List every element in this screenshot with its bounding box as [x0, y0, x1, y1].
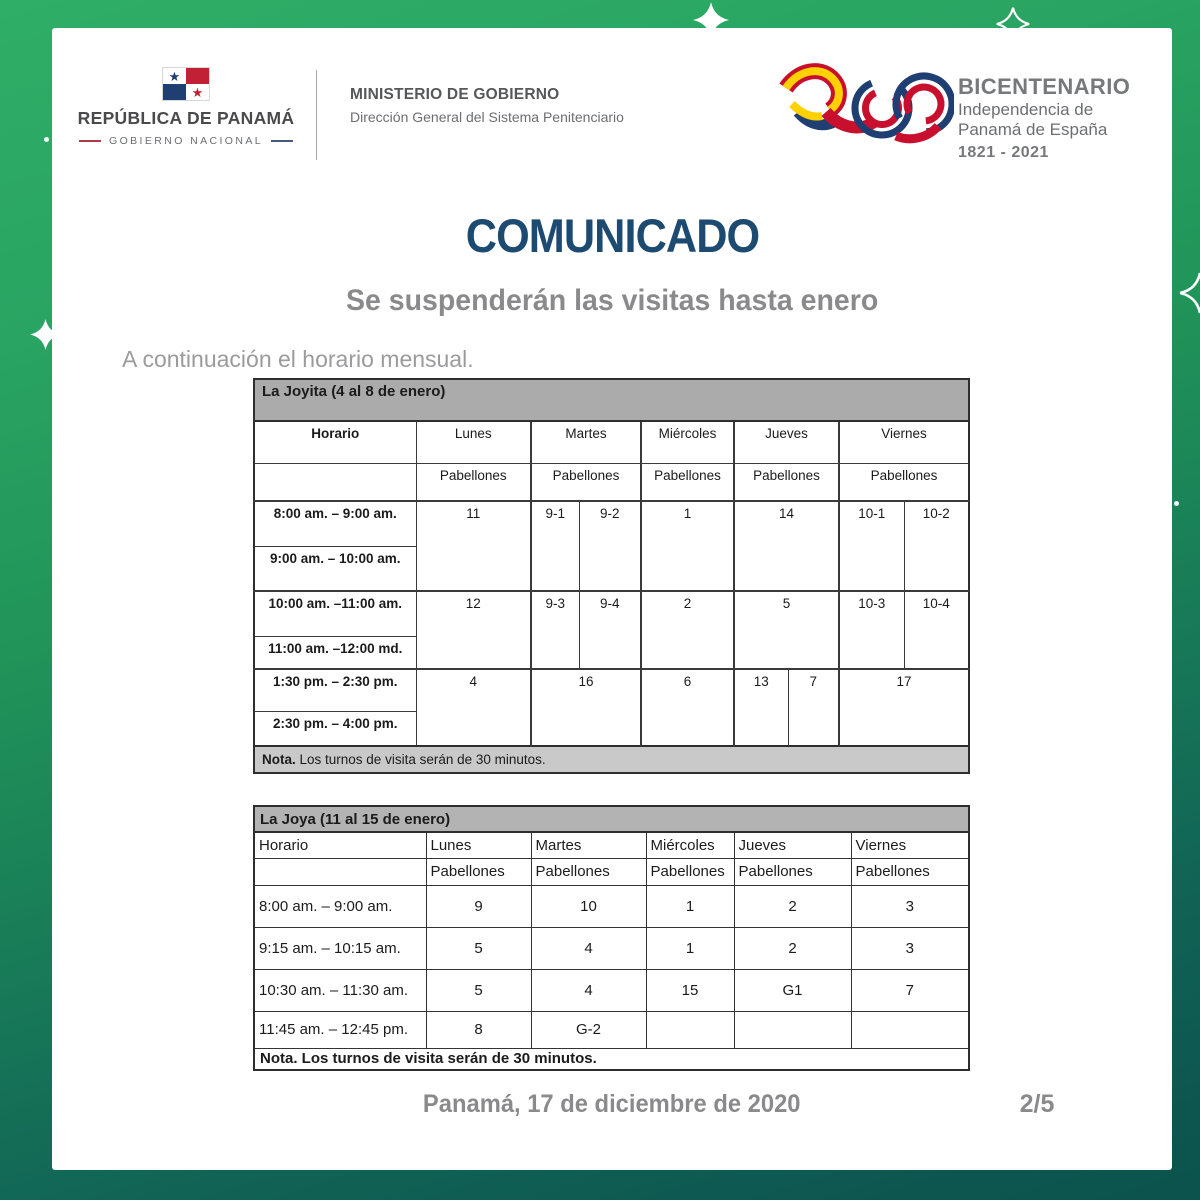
sparkle-outline-icon: [1178, 271, 1200, 315]
flag-blue-quadrant: [163, 84, 186, 100]
pabellones-header: Pabellones: [734, 463, 839, 501]
intro-text: A continuación el horario mensual.: [122, 346, 474, 372]
bicentenario-line1: Independencia de: [958, 100, 1094, 119]
day-header: Miércoles: [641, 421, 734, 463]
bicentenario-title: BICENTENARIO: [958, 74, 1131, 99]
panama-flag-icon: [163, 68, 209, 100]
table2-day-header-row: [254, 832, 969, 858]
pabellon-cell: 13: [734, 669, 788, 746]
pabellon-cell: 10-4: [904, 591, 969, 669]
day-header: Martes: [531, 421, 641, 463]
day-header: Lunes: [426, 832, 531, 858]
pabellon-cell: 14: [734, 501, 839, 591]
bicentenario-text: [958, 74, 1130, 162]
pabellon-cell: 1: [646, 927, 734, 969]
bicentenario-years: 1821 - 2021: [958, 144, 1049, 162]
table1-title: La Joyita (4 al 8 de enero): [254, 379, 969, 421]
table2-row: [254, 927, 969, 969]
horario-header: Horario: [254, 832, 426, 858]
time-slot: 11:00 am. –12:00 md.: [254, 636, 416, 669]
time-slot: 1:30 pm. – 2:30 pm.: [254, 669, 416, 711]
day-header: Lunes: [416, 421, 531, 463]
table1-slot2-row: [254, 591, 969, 636]
nota-text: Los turnos de visita serán de 30 minutos.: [299, 752, 546, 767]
header-divider: [316, 70, 317, 160]
time-slot: 11:45 am. – 12:45 pm.: [254, 1011, 426, 1048]
day-header: Martes: [531, 832, 646, 858]
time-slot: 9:00 am. – 10:00 am.: [254, 546, 416, 591]
pabellon-cell: 11: [416, 501, 531, 591]
pabellon-cell: 9-3: [531, 591, 579, 669]
day-header: Miércoles: [646, 832, 734, 858]
table2-row: [254, 1011, 969, 1048]
gobierno-nacional-line: [75, 135, 297, 147]
flag-blue-star-icon: ★: [163, 68, 186, 84]
pabellones-header: Pabellones: [641, 463, 734, 501]
table1-day-header-row: [254, 421, 969, 463]
pabellon-cell: 5: [426, 969, 531, 1011]
pabellones-header: Pabellones: [734, 858, 851, 885]
pabellon-cell: 9: [426, 885, 531, 927]
pabellon-cell: 2: [641, 591, 734, 669]
day-header: Viernes: [851, 832, 969, 858]
bicentenario-logo: [778, 56, 1158, 186]
pabellon-cell: 12: [416, 591, 531, 669]
pabellon-cell: 5: [734, 591, 839, 669]
ministerio-title: MINISTERIO DE GOBIERNO: [350, 86, 560, 103]
pabellon-cell: 7: [788, 669, 839, 746]
pabellon-cell: 9-2: [579, 501, 641, 591]
pabellon-cell: 16: [531, 669, 641, 746]
time-slot: 2:30 pm. – 4:00 pm.: [254, 711, 416, 746]
document-card: [52, 28, 1172, 1170]
pabellones-header: Pabellones: [851, 858, 969, 885]
pabellon-cell: 5: [426, 927, 531, 969]
time-slot: 8:00 am. – 9:00 am.: [254, 885, 426, 927]
pabellon-cell: 4: [531, 927, 646, 969]
time-slot: 10:00 am. –11:00 am.: [254, 591, 416, 636]
pabellon-cell: [646, 1011, 734, 1048]
page-indicator: 2/5: [1019, 1090, 1055, 1118]
time-slot: 8:00 am. – 9:00 am.: [254, 501, 416, 546]
pabellon-cell: 8: [426, 1011, 531, 1048]
pabellon-cell: 3: [851, 885, 969, 927]
table2-pabellones-row: [254, 858, 969, 885]
pabellon-cell: 10-3: [839, 591, 904, 669]
day-header: Jueves: [734, 832, 851, 858]
nota-label: Nota.: [262, 752, 296, 767]
la-joya-schedule-table: [253, 805, 970, 1071]
page-title: COMUNICADO: [465, 209, 759, 262]
flag-red-star-icon: ★: [186, 84, 209, 100]
pabellon-cell: 9-1: [531, 501, 579, 591]
pabellon-cell: 4: [416, 669, 531, 746]
dot-decoration: [1174, 501, 1179, 506]
pabellon-cell: 2: [734, 885, 851, 927]
day-header: Jueves: [734, 421, 839, 463]
pabellones-header: Pabellones: [426, 858, 531, 885]
page-subtitle: Se suspenderán las visitas hasta enero: [345, 284, 879, 317]
ministerio-block: [350, 86, 624, 125]
pabellon-cell: 1: [646, 885, 734, 927]
la-joyita-schedule-table: [253, 378, 970, 774]
bicentenario-ribbon-icon: [778, 60, 954, 160]
table2-row: [254, 885, 969, 927]
flag-red-quadrant: [186, 68, 209, 84]
pabellon-cell: 3: [851, 927, 969, 969]
table2-nota: Nota. Los turnos de visita serán de 30 minutos.: [254, 1048, 969, 1070]
pabellon-cell: 1: [641, 501, 734, 591]
pabellon-cell: 10-2: [904, 501, 969, 591]
republica-title: REPÚBLICA DE PANAMÁ: [77, 108, 295, 128]
table1-slot3-row: [254, 669, 969, 711]
day-header: Viernes: [839, 421, 969, 463]
pabellon-cell: G1: [734, 969, 851, 1011]
pabellones-header: Pabellones: [839, 463, 969, 501]
horario-header: Horario: [254, 421, 416, 463]
pabellon-cell: 9-4: [579, 591, 641, 669]
gobierno-nacional-label: GOBIERNO NACIONAL: [109, 135, 263, 147]
table2-title: La Joya (11 al 15 de enero): [254, 806, 969, 832]
pabellon-cell: 15: [646, 969, 734, 1011]
table2-row: [254, 969, 969, 1011]
pabellones-header: Pabellones: [416, 463, 531, 501]
time-slot: 9:15 am. – 10:15 am.: [254, 927, 426, 969]
republica-de-panama-logo: [75, 68, 297, 147]
pabellon-cell: 10-1: [839, 501, 904, 591]
pabellon-cell: 17: [839, 669, 969, 746]
red-dash-icon: [79, 140, 101, 142]
footer-date: Panamá, 17 de diciembre de 2020: [423, 1090, 801, 1118]
table1-slot1-row: [254, 501, 969, 546]
pabellones-header: Pabellones: [531, 463, 641, 501]
pabellon-cell: G-2: [531, 1011, 646, 1048]
table1-pabellones-row: [254, 463, 969, 501]
dot-decoration: [44, 137, 49, 142]
pabellones-header: Pabellones: [646, 858, 734, 885]
bicentenario-line2: Panamá de España: [958, 120, 1108, 140]
pabellon-cell: 4: [531, 969, 646, 1011]
pabellon-cell: [734, 1011, 851, 1048]
pabellon-cell: 10: [531, 885, 646, 927]
pabellon-cell: [851, 1011, 969, 1048]
ministerio-subtitle: Dirección General del Sistema Penitenciario: [350, 109, 624, 125]
pabellon-cell: 6: [641, 669, 734, 746]
time-slot: 10:30 am. – 11:30 am.: [254, 969, 426, 1011]
blue-dash-icon: [271, 140, 293, 142]
table1-nota: [254, 746, 969, 773]
pabellon-cell: 2: [734, 927, 851, 969]
pabellon-cell: 7: [851, 969, 969, 1011]
pabellones-header: Pabellones: [531, 858, 646, 885]
